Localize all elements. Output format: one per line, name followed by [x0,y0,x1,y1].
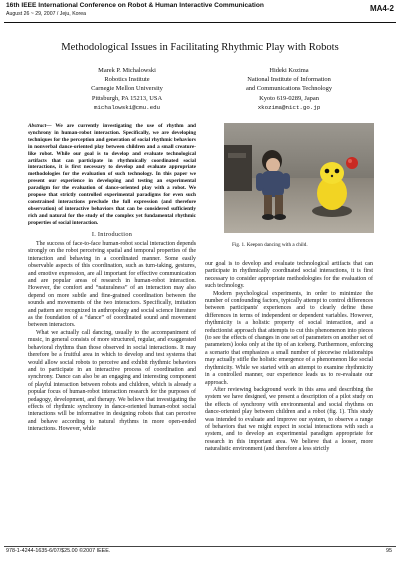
author-name: Hideki Kozima [269,67,309,74]
page-footer [0,546,400,558]
author-block-2 [214,66,364,112]
author-email: xkozima@nict.go.jp [257,103,321,111]
body-paragraph: After reviewing background work in this area and describing the system we have designed, we present a description of a pilot study on the effects of synchrony with environmental and social rhythms on dance-oriented play between children and a robot (fig. 1). This study was intended to evaluate and improve our system, to observe a range of behaviors that we might expect in social interactions with such a system, and to develop an experimental paradigm appropriate for research in this important area. We believe that a looser, more naturalistic environment (and therefore a less strictly [205,386,373,453]
child-and-robot-photo [224,123,374,233]
figure-photo [224,123,374,233]
section-heading: I. Introduction [91,230,133,238]
conference-title: 16th IEEE International Conference on Robot & Human Interactive Communication [6,2,264,9]
abstract-label: Abstract [28,123,47,129]
paper-code: MA4-2 [369,4,394,13]
paper-title: Methodological Issues in Facilitating Rhythmic Play with Robots [61,42,339,53]
body-paragraph: What we actually call dancing, usually to the accompaniment of music, in general consists of more structured, regular, and exaggerated behavioral rhythms than those observed in social interactions. It may therefore be a fruitful area in which to develop and test systems that would allow social robots to perceive and exhibit rhythmic behaviors and to participate in an interactive process of coordination and synchrony. Dance can also be an engaging and interesting component of playful interaction between robots and children, which is already a popular focus of human-robot interaction research for the purposes of pedagogy, development, and therapy. We believe that investigating the effects of rhythmic synchrony in dance-oriented human-robot social interactions will be informative in designing robots that can perceive and behave according to natural rhythms in more open-ended interactions. However, while [28,329,196,433]
author-name: Marek P. Michalowski [98,67,156,74]
author-block-1 [52,66,202,112]
body-paragraph: Modern psychological experiments, in order to minimize the number of confounding factors, typically attempt to control differences between participants' experiences and to clearly define these differences in terms of independent or dependent variables. However, rhythmicity is a holistic property of social interaction, and a reductionist approach that attempts to cut this phenomenon into pieces (to see the effects of changes in one set of parameters on another set of parameters) looks only at the tip of an iceberg. Furthermore, enforcing a scenario that emphasizes a small number of piecewise relationships may actually stifle the holistic emergence of a phenomenon like social rhythmicity. While we started with an attempt to examine rhythmicity in a controlled manner, our experience leads us to re-evaluate our approach. [205,290,373,386]
author-location: Kyoto 619-0289, Japan [259,94,319,102]
abstract-text: — We are currently investigating the use of rhythm and synchrony in human-robot interaction. Specifically, we are developing techniques for the perception and generation of social rhythmic behaviors in nonverbal dance-oriented play between children and a small creature-like robot. While our goal is to develop and evaluate technological artifacts that can participate in rhythmically coordinated social interactions, it is first necessary to develop and evaluate appropriate methodologies for the evaluation of such technology. In this paper we present our experience in developing and testing an experimental paradigm for the evaluation of dance-oriented play with a robot. We propose that strictly controlled experimental paradigms for even such constrained interactions preclude the full expression (and therefore observation) of interactive behaviors that can be considered sufficiently rich and natural for the study of the complex yet fundamental rhythmic properties of social interaction. [28,123,196,226]
left-column [28,123,196,434]
footer-rule [4,546,396,547]
footer-isbn: 978-1-4244-1635-6/07/$25.00 ©2007 IEEE. [6,548,111,554]
author-affiliation: National Institute of Information [247,76,331,84]
author-affiliation: Robotics Institute [104,76,150,84]
body-paragraph: our goal is to develop and evaluate technological artifacts that can participate in rhythmically coordinated social interactions, it is first necessary to consider appropriate methodologies for the evaluation of such technology. [205,261,373,290]
page-number: 95 [386,548,392,554]
figure-caption: Fig. 1. Keepon dancing with a child. [232,242,308,248]
author-affiliation: Carnegie Mellon University [91,85,163,93]
right-column [205,261,373,454]
conference-dates: August 26 ~ 29, 2007 / Jeju, Korea [6,11,87,17]
author-location: Pittsburgh, PA 15213, USA [91,94,163,102]
body-paragraph: The success of face-to-face human-robot social interaction depends strongly on the robot perceiving spatial and temporal properties of the interaction and behaving in a coordinated manner. Some easily observable aspects of this coordination, such as turn-taking, gestures, and emotive expression, are all important for effective communication and are popular areas of research in human-robot interaction. However, the comfort and “naturalness” of an interaction may also depend on more subtle and fine-grained coordination between the sounds and movements of the two interactors. Specifically, imitation and pattern are recognized in anthropology and social science literature as the foundation of a “dance” of coordinated sound and movement between interactors. [28,241,196,329]
abstract [28,123,196,227]
author-affiliation: and Communications Technology [245,85,333,93]
author-email: michalowski@cmu.edu [93,103,161,111]
conference-header [4,0,396,23]
